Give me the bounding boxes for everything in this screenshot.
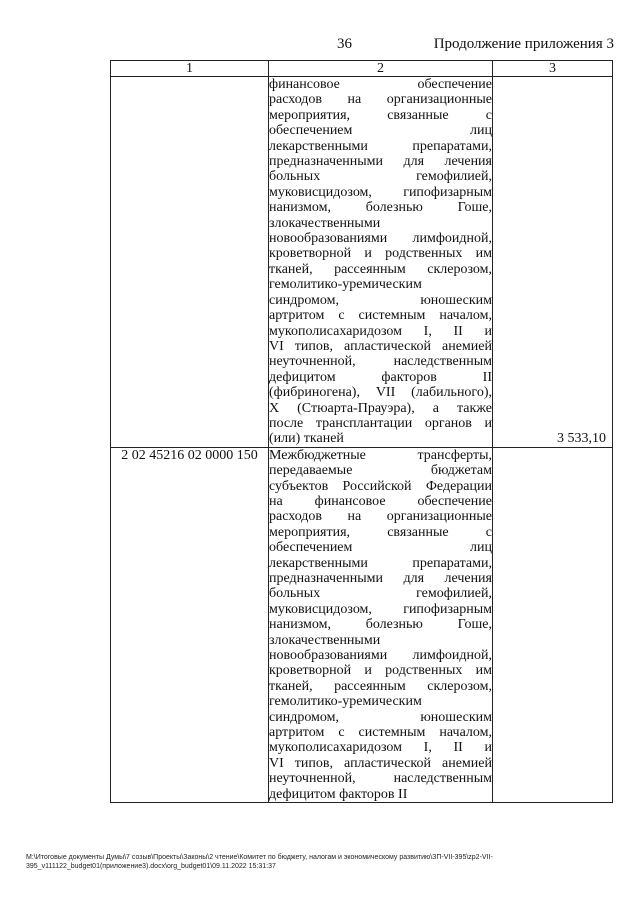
description-line: лекарственными препаратами,: [269, 555, 492, 571]
description-line: гемолитико-уремическим: [269, 694, 422, 710]
description-line: злокачественными: [269, 215, 381, 231]
description-line: обеспечением лиц: [269, 123, 492, 139]
description-line: синдромом, юношеским: [269, 709, 492, 725]
description-line: после трансплантации органов и: [269, 415, 492, 431]
description-line: артритом с системным началом,: [269, 725, 492, 741]
file-path-line-2: 395_v111122_budget01(приложение3).docx\org_budget01\09.11.2022 15:31:37: [26, 863, 276, 870]
description-line: VI типов, апластической анемией: [269, 755, 492, 771]
continuation-label: Продолжение приложения 3: [433, 36, 614, 52]
description-line: тканей, рассеянным склерозом,: [269, 678, 492, 694]
description-line: нанизмом, болезнью Гоше,: [269, 200, 492, 216]
amount-cell: [493, 77, 613, 448]
description-line: нанизмом, болезнью Гоше,: [269, 617, 492, 633]
description-line: новообразованиями лимфоидной,: [269, 648, 492, 664]
description-line: расходов на организационные: [269, 92, 492, 108]
table-row: [111, 77, 613, 448]
description-line: субъектов Российской Федерации: [269, 478, 492, 494]
description-line: новообразованиями лимфоидной,: [269, 231, 492, 247]
description-line: больных гемофилией,: [269, 586, 492, 602]
description-line: Межбюджетные трансферты,: [269, 447, 492, 463]
description-cell: [269, 447, 493, 802]
budget-code-cell: 2 02 45216 02 0000 150: [111, 447, 269, 802]
description-line: дефицитом факторов II: [269, 786, 408, 802]
description-line: муковисцидозом, гипофизарным: [269, 601, 492, 617]
column-header-2: 2: [269, 61, 493, 77]
description-line: VI типов, апластической анемией: [269, 338, 492, 354]
amount-value: 3 533,10: [557, 430, 606, 446]
description-line: мероприятия, связанные с: [269, 524, 492, 540]
column-header-3: 3: [493, 61, 613, 77]
description-line: муковисцидозом, гипофизарным: [269, 184, 492, 200]
description-line: мукополисахаридозом I, II и: [269, 740, 492, 756]
description-line: лекарственными препаратами,: [269, 138, 492, 154]
column-header-1: 1: [111, 61, 269, 77]
description-line: на финансовое обеспечение: [269, 493, 492, 509]
description-line: финансовое обеспечение: [269, 77, 492, 92]
description-line: обеспечением лиц: [269, 540, 492, 556]
file-path-footer: [26, 853, 616, 871]
description-line: передаваемые бюджетам: [269, 463, 492, 479]
description-line: тканей, рассеянным склерозом,: [269, 261, 492, 277]
table-row: [111, 447, 613, 802]
description-line: мероприятия, связанные с: [269, 107, 492, 123]
budget-code-cell: [111, 77, 269, 448]
description-line: X (Стюарта-Прауэра), а также: [269, 400, 492, 416]
description-line: предназначенными для лечения: [269, 154, 492, 170]
description-line: предназначенными для лечения: [269, 571, 492, 586]
description-line: больных гемофилией,: [269, 169, 492, 185]
description-line: расходов на организационные: [269, 509, 492, 525]
file-path-line-1: М:\Итоговые документы Думы\7 созыв\Проекты\Законы\2 чтение\Комитет по бюджету, налогам и экономическому развитию\ЗП-VII-395\zp2-VII-: [26, 854, 493, 861]
description-line: синдромом, юношеским: [269, 292, 492, 308]
description-cell: [269, 77, 493, 448]
budget-table: [110, 60, 613, 803]
description-line: кроветворной и родственных им: [269, 663, 492, 679]
description-line: дефицитом факторов II: [269, 369, 492, 385]
description-line: мукополисахаридозом I, II и: [269, 323, 492, 339]
table-header-row: [111, 61, 613, 77]
description-line: артритом с системным началом,: [269, 308, 492, 324]
amount-cell: [493, 447, 613, 802]
description-line: неуточненной, наследственным: [269, 771, 492, 787]
description-line: неуточненной, наследственным: [269, 354, 492, 370]
description-line: (или) тканей: [269, 431, 344, 447]
page-number: 36: [337, 36, 352, 52]
description-line: злокачественными: [269, 632, 381, 648]
description-line: гемолитико-уремическим: [269, 277, 422, 293]
description-line: кроветворной и родственных им: [269, 246, 492, 262]
description-line: (фибриногена), VII (лабильного),: [269, 385, 492, 401]
